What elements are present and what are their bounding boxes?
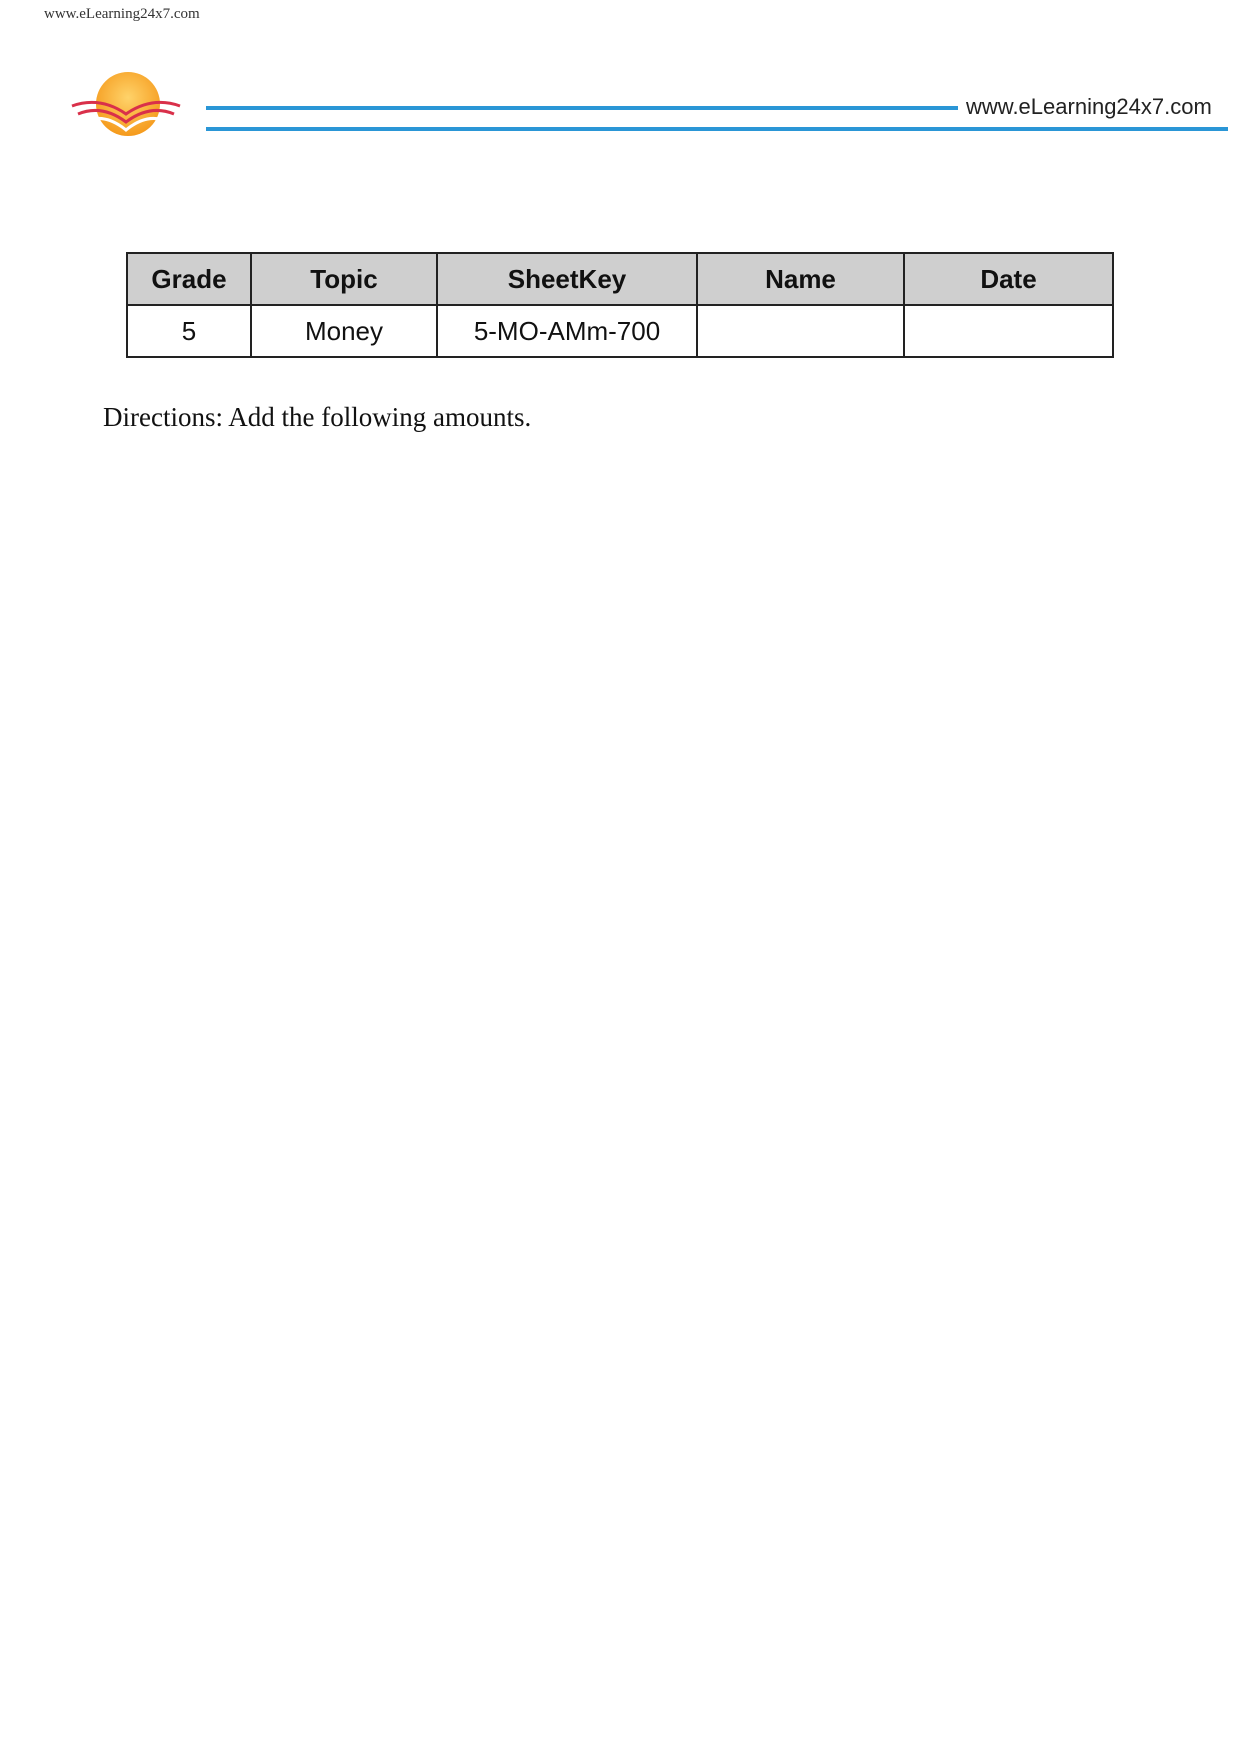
date-field[interactable] (904, 305, 1113, 357)
directions-text: Directions: Add the following amounts. (103, 402, 532, 432)
topic-value: Money (251, 305, 437, 357)
date-header: Date (904, 253, 1113, 305)
header-rule-bottom (206, 127, 1228, 131)
sheetkey-value: 5-MO-AMm-700 (437, 305, 697, 357)
name-field[interactable] (697, 305, 904, 357)
info-value-row (127, 305, 1113, 357)
info-table (126, 252, 1114, 358)
grade-value: 5 (127, 305, 251, 357)
logo-graphic (44, 6, 204, 148)
topic-header: Topic (251, 253, 437, 305)
border-bottom-decoration (46, 1644, 1188, 1694)
site-logo (44, 6, 204, 148)
border-right-decoration (1138, 166, 1188, 1696)
logo-text: www.eLearning24x7.com (44, 6, 200, 22)
name-header: Name (697, 253, 904, 305)
info-header-row (127, 253, 1113, 305)
grade-header: Grade (127, 253, 251, 305)
sheetkey-header: SheetKey (437, 253, 697, 305)
header-rule-top (206, 106, 958, 110)
border-left-decoration (46, 166, 96, 1696)
site-url: www.eLearning24x7.com (966, 94, 1212, 119)
